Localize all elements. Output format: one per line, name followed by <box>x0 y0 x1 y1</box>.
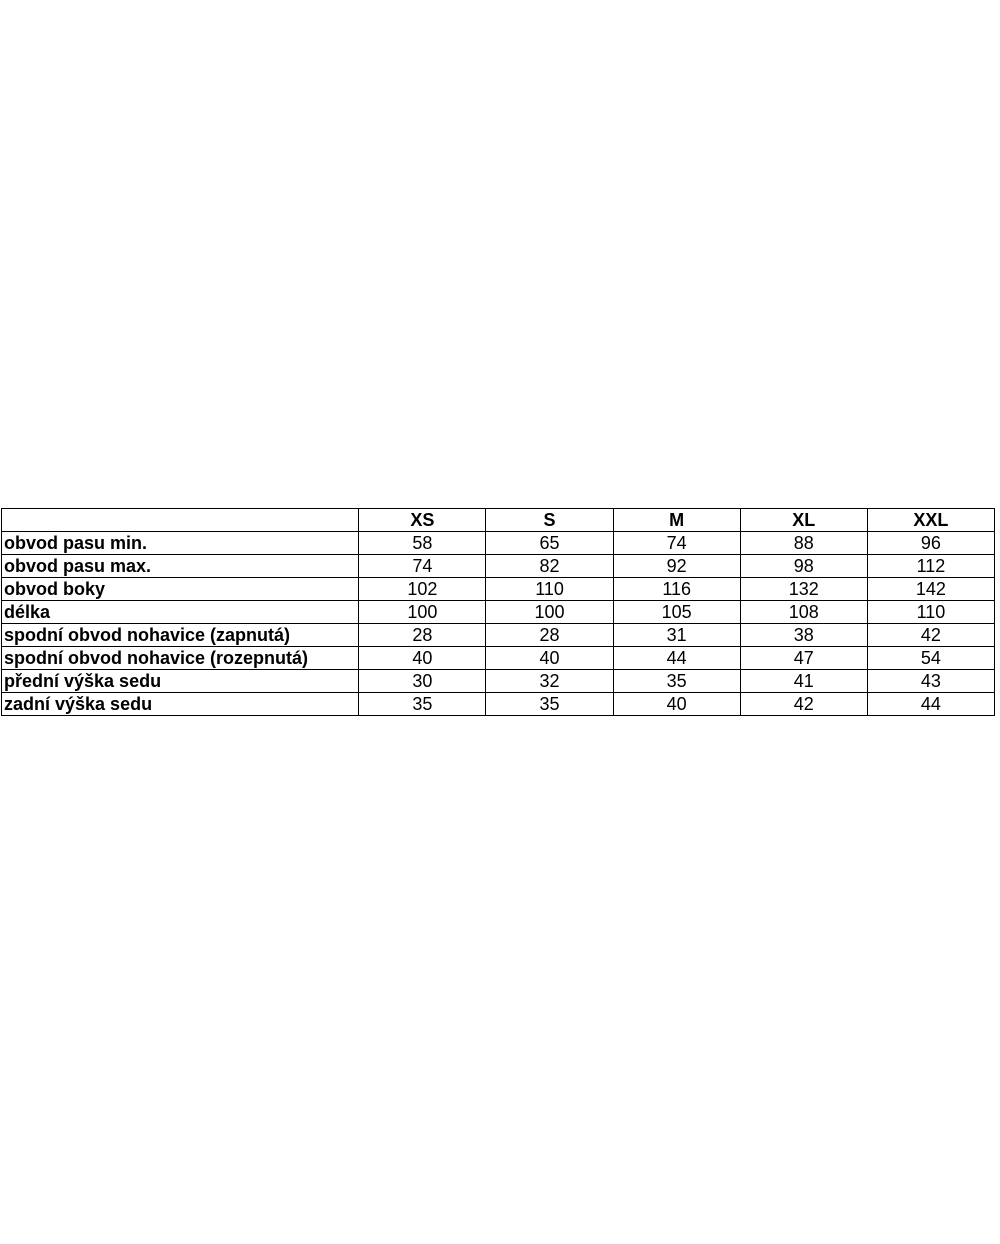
table-cell: 92 <box>613 555 740 578</box>
row-label: obvod pasu max. <box>2 555 359 578</box>
table-row <box>2 578 995 601</box>
size-chart-body <box>2 532 995 716</box>
table-cell: 44 <box>613 647 740 670</box>
table-cell: 38 <box>740 624 867 647</box>
table-cell: 102 <box>359 578 486 601</box>
table-cell: 116 <box>613 578 740 601</box>
column-header-m: M <box>613 509 740 532</box>
table-cell: 65 <box>486 532 613 555</box>
table-cell: 96 <box>867 532 994 555</box>
row-label: spodní obvod nohavice (rozepnutá) <box>2 647 359 670</box>
table-row <box>2 693 995 716</box>
table-cell: 100 <box>486 601 613 624</box>
table-cell: 54 <box>867 647 994 670</box>
table-cell: 30 <box>359 670 486 693</box>
table-cell: 108 <box>740 601 867 624</box>
table-cell: 44 <box>867 693 994 716</box>
table-row <box>2 624 995 647</box>
column-header-xxl: XXL <box>867 509 994 532</box>
table-cell: 98 <box>740 555 867 578</box>
table-row <box>2 555 995 578</box>
table-cell: 82 <box>486 555 613 578</box>
table-row <box>2 647 995 670</box>
table-cell: 110 <box>867 601 994 624</box>
header-corner-cell <box>2 509 359 532</box>
table-cell: 47 <box>740 647 867 670</box>
table-cell: 35 <box>486 693 613 716</box>
table-cell: 74 <box>613 532 740 555</box>
table-cell: 42 <box>740 693 867 716</box>
table-cell: 100 <box>359 601 486 624</box>
table-row <box>2 532 995 555</box>
table-cell: 40 <box>486 647 613 670</box>
table-cell: 28 <box>486 624 613 647</box>
column-header-s: S <box>486 509 613 532</box>
row-label: zadní výška sedu <box>2 693 359 716</box>
row-label: délka <box>2 601 359 624</box>
table-cell: 32 <box>486 670 613 693</box>
size-chart-table <box>1 508 995 716</box>
table-cell: 58 <box>359 532 486 555</box>
table-cell: 88 <box>740 532 867 555</box>
table-cell: 28 <box>359 624 486 647</box>
row-label: obvod boky <box>2 578 359 601</box>
table-cell: 42 <box>867 624 994 647</box>
table-cell: 40 <box>613 693 740 716</box>
row-label: přední výška sedu <box>2 670 359 693</box>
table-row <box>2 670 995 693</box>
table-cell: 35 <box>613 670 740 693</box>
size-chart-header <box>2 509 995 532</box>
header-row <box>2 509 995 532</box>
column-header-xs: XS <box>359 509 486 532</box>
table-cell: 110 <box>486 578 613 601</box>
table-row <box>2 601 995 624</box>
row-label: spodní obvod nohavice (zapnutá) <box>2 624 359 647</box>
table-cell: 112 <box>867 555 994 578</box>
table-cell: 31 <box>613 624 740 647</box>
table-cell: 105 <box>613 601 740 624</box>
table-cell: 41 <box>740 670 867 693</box>
table-cell: 132 <box>740 578 867 601</box>
column-header-xl: XL <box>740 509 867 532</box>
table-cell: 74 <box>359 555 486 578</box>
table-cell: 35 <box>359 693 486 716</box>
table-cell: 40 <box>359 647 486 670</box>
row-label: obvod pasu min. <box>2 532 359 555</box>
table-cell: 43 <box>867 670 994 693</box>
table-cell: 142 <box>867 578 994 601</box>
